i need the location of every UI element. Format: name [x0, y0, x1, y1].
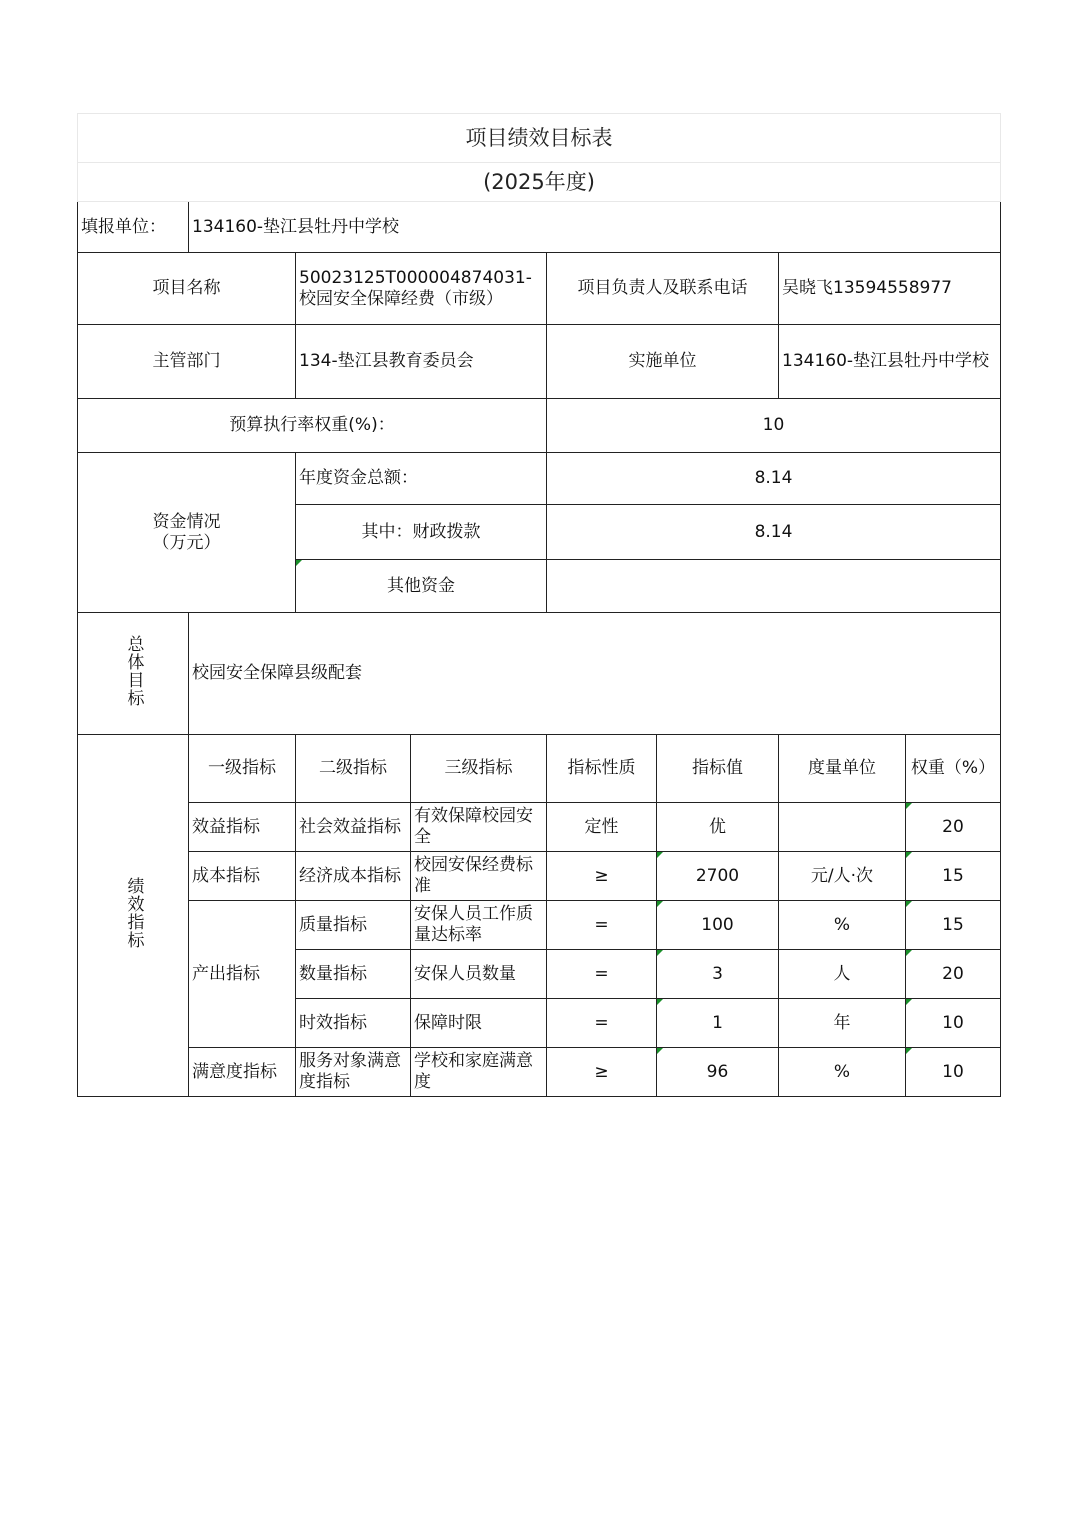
header-value: 指标值 — [657, 735, 779, 803]
funds-fiscal-value: 8.14 — [547, 505, 1001, 560]
level3-cell: 安保人员数量 — [411, 950, 547, 999]
level3-cell: 安保人员工作质量达标率 — [411, 901, 547, 950]
project-name-label: 项目名称 — [78, 253, 296, 325]
performance-target-table — [77, 113, 1001, 1097]
weight-cell: 15 — [906, 852, 1001, 901]
project-name-value: 50023125T000004874031-校园安全保障经费（市级） — [296, 253, 547, 325]
project-contact-label: 项目负责人及联系电话 — [547, 253, 779, 325]
level2-cell: 经济成本指标 — [296, 852, 411, 901]
weight-cell: 10 — [906, 1048, 1001, 1097]
value-cell: 优 — [657, 803, 779, 852]
unit-cell — [779, 803, 906, 852]
funds-fiscal-label: 其中：财政拨款 — [296, 505, 547, 560]
form-title: 项目绩效目标表 — [78, 114, 1001, 163]
overall-goal-label: 总体目标 — [123, 634, 144, 707]
nature-cell: = — [547, 950, 657, 999]
funds-other-value — [547, 560, 1001, 613]
level2-cell: 社会效益指标 — [296, 803, 411, 852]
level2-cell: 服务对象满意度指标 — [296, 1048, 411, 1097]
reporting-unit-label: 填报单位： — [78, 202, 189, 253]
indicators-label: 绩效指标 — [123, 876, 144, 949]
level3-cell: 保障时限 — [411, 999, 547, 1048]
impl-unit-label: 实施单位 — [547, 325, 779, 399]
header-level2: 二级指标 — [296, 735, 411, 803]
reporting-unit-value: 134160-垫江县牡丹中学校 — [189, 202, 1001, 253]
budget-rate-label: 预算执行率权重(%)： — [78, 399, 547, 453]
header-unit: 度量单位 — [779, 735, 906, 803]
weight-cell: 10 — [906, 999, 1001, 1048]
unit-cell: 年 — [779, 999, 906, 1048]
table-row — [78, 1048, 1001, 1097]
nature-cell: = — [547, 999, 657, 1048]
weight-cell: 20 — [906, 803, 1001, 852]
funds-total-value: 8.14 — [547, 453, 1001, 505]
indicators-label-cell — [78, 735, 189, 1097]
nature-cell: ≥ — [547, 852, 657, 901]
funds-total-label: 年度资金总额： — [296, 453, 547, 505]
level3-cell: 学校和家庭满意度 — [411, 1048, 547, 1097]
weight-cell: 15 — [906, 901, 1001, 950]
level3-cell: 有效保障校园安全 — [411, 803, 547, 852]
unit-cell: % — [779, 1048, 906, 1097]
overall-goal-label-cell — [78, 613, 189, 735]
level2-cell: 质量指标 — [296, 901, 411, 950]
level1-cell: 满意度指标 — [189, 1048, 296, 1097]
weight-cell: 20 — [906, 950, 1001, 999]
nature-cell: ≥ — [547, 1048, 657, 1097]
nature-cell: 定性 — [547, 803, 657, 852]
funds-other-label: 其他资金 — [296, 560, 547, 613]
dept-label: 主管部门 — [78, 325, 296, 399]
level1-cell: 效益指标 — [189, 803, 296, 852]
table-row — [78, 901, 1001, 950]
form-year: (2025年度) — [78, 163, 1001, 202]
funds-label: 资金情况（万元） — [78, 453, 296, 613]
value-cell: 96 — [657, 1048, 779, 1097]
value-cell: 3 — [657, 950, 779, 999]
level2-cell: 数量指标 — [296, 950, 411, 999]
overall-goal-value: 校园安全保障县级配套 — [189, 613, 1001, 735]
value-cell: 100 — [657, 901, 779, 950]
level1-cell: 成本指标 — [189, 852, 296, 901]
header-level1: 一级指标 — [189, 735, 296, 803]
unit-cell: 元/人·次 — [779, 852, 906, 901]
header-weight: 权重（%） — [906, 735, 1001, 803]
impl-unit-value: 134160-垫江县牡丹中学校 — [779, 325, 1001, 399]
nature-cell: = — [547, 901, 657, 950]
unit-cell: % — [779, 901, 906, 950]
level1-cell: 产出指标 — [189, 901, 296, 1048]
budget-rate-value: 10 — [547, 399, 1001, 453]
performance-target-sheet — [77, 113, 1000, 1097]
table-row — [78, 803, 1001, 852]
table-row — [78, 852, 1001, 901]
unit-cell: 人 — [779, 950, 906, 999]
value-cell: 2700 — [657, 852, 779, 901]
header-level3: 三级指标 — [411, 735, 547, 803]
dept-value: 134-垫江县教育委员会 — [296, 325, 547, 399]
value-cell: 1 — [657, 999, 779, 1048]
project-contact-value: 吴晓飞13594558977 — [779, 253, 1001, 325]
level2-cell: 时效指标 — [296, 999, 411, 1048]
level3-cell: 校园安保经费标准 — [411, 852, 547, 901]
header-nature: 指标性质 — [547, 735, 657, 803]
